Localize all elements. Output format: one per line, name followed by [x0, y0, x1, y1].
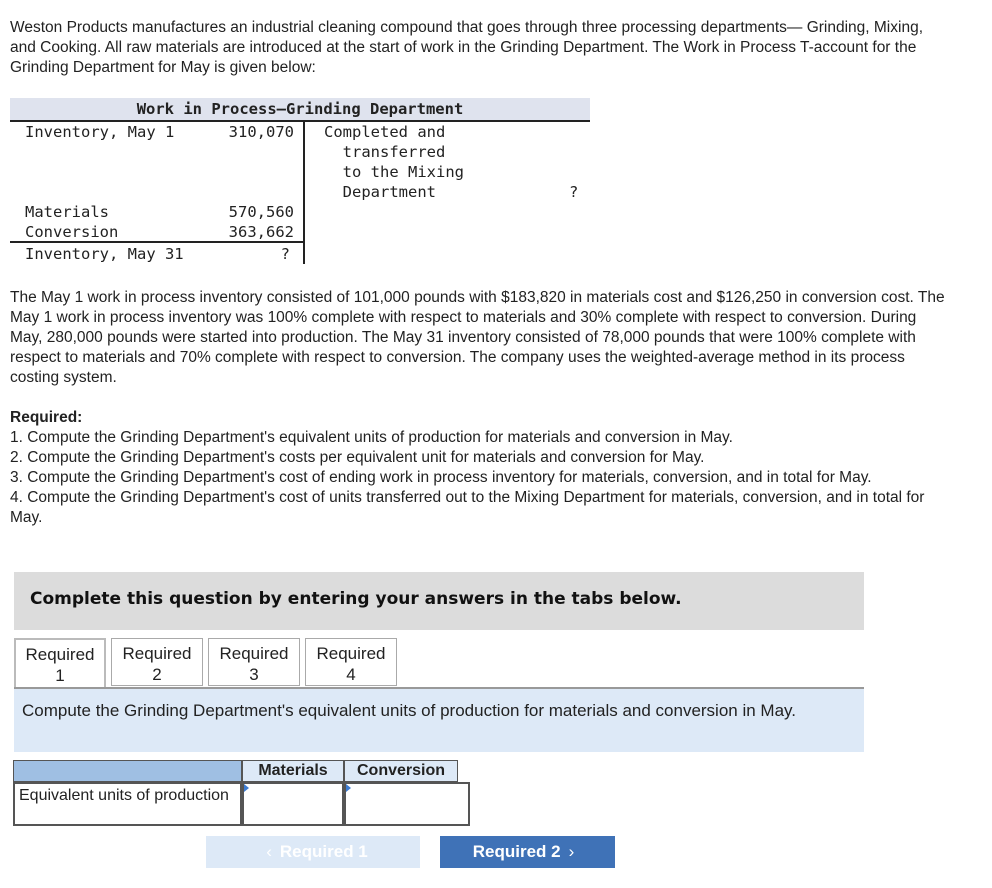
required-item: 4. Compute the Grinding Department's cost of units transferred out to the Mixing Department for materials, conversion, and in total for May.: [10, 489, 925, 526]
tab-number: 3: [249, 665, 259, 684]
column-header-conversion: Conversion: [344, 760, 458, 782]
inventory-may31-value: ?: [280, 245, 290, 263]
completed-transferred-value: ?: [569, 183, 579, 201]
panel-instruction: Compute the Grinding Department's equivalent units of production for materials and conversion in May.: [22, 701, 796, 720]
header-blank-cell: [13, 760, 242, 782]
tab-required-2[interactable]: [111, 638, 203, 686]
row-label-equivalent-units: Equivalent units of production: [13, 782, 242, 826]
inventory-may1-label: Inventory, May 1: [25, 123, 175, 141]
tab-required-3[interactable]: [208, 638, 300, 686]
next-required-button[interactable]: [440, 836, 615, 868]
materials-value: 570,560: [228, 203, 294, 221]
prev-required-button: [206, 836, 420, 868]
conversion-label: Conversion: [25, 223, 119, 241]
completed-transferred-label: Completed and transferred to the Mixing Department: [324, 123, 464, 201]
required-heading: Required:: [10, 409, 83, 426]
chevron-right-icon: ›: [568, 842, 575, 861]
tab-required-4[interactable]: [305, 638, 397, 686]
tab-label: Required: [25, 645, 95, 664]
prev-button-label: Required 1: [279, 842, 368, 861]
tab-label: Required: [316, 644, 386, 663]
tab-label: Required: [122, 644, 192, 663]
conversion-value: 363,662: [228, 223, 294, 241]
t-account-divider: [303, 122, 305, 264]
required-item: 1. Compute the Grinding Department's equivalent units of production for materials and conversion in May.: [10, 429, 733, 446]
tab-label: Required: [219, 644, 289, 663]
conversion-equivalent-units-input[interactable]: [346, 784, 468, 824]
chevron-left-icon: ‹: [266, 842, 272, 861]
scenario-paragraph: The May 1 work in process inventory consisted of 101,000 pounds with $183,820 in materials cost and $126,250 in conversion cost. The May 1 work in process inventory was 100% complete with respect to materials and 30% complete with respect to conversion. During May, 280,000 pounds were started into production. The May 31 inventory consisted of 78,000 pounds that were 100% complete with respect to materials and 70% complete with respect to conversion. The company uses the weighted-average method in its process costing system.: [10, 289, 945, 386]
next-button-label: Required 2: [472, 842, 561, 861]
instruction-banner: [14, 572, 864, 630]
materials-equivalent-units-input[interactable]: [244, 784, 342, 824]
tab-number: 1: [55, 666, 65, 685]
inventory-may31-label: Inventory, May 31: [25, 245, 184, 263]
input-flag-icon: [346, 784, 351, 792]
input-flag-icon: [244, 784, 249, 792]
materials-input-cell: [242, 782, 344, 826]
tab-panel: [14, 689, 864, 752]
materials-label: Materials: [25, 203, 109, 221]
required-item: 3. Compute the Grinding Department's cost of ending work in process inventory for materials, conversion, and in total for May.: [10, 469, 872, 486]
intro-paragraph: Weston Products manufactures an industrial cleaning compound that goes through three processing departments— Grinding, Mixing, and Cooking. All raw materials are introduced at the start of work in the Grinding Department. The Work in Process T-account for the Grinding Department for May is given below:: [10, 19, 923, 76]
tab-number: 4: [346, 665, 356, 684]
tab-required-1[interactable]: [14, 638, 106, 688]
required-list: [10, 408, 950, 528]
answer-table: [13, 760, 459, 826]
tab-number: 2: [152, 665, 162, 684]
column-header-materials: Materials: [242, 760, 344, 782]
conversion-input-cell: [344, 782, 470, 826]
t-account: [10, 98, 590, 266]
inventory-may1-value: 310,070: [228, 123, 294, 141]
banner-text: Complete this question by entering your answers in the tabs below.: [30, 589, 682, 609]
t-account-title: Work in Process—Grinding Department: [10, 98, 590, 122]
required-item: 2. Compute the Grinding Department's costs per equivalent unit for materials and conversion for May.: [10, 449, 705, 466]
